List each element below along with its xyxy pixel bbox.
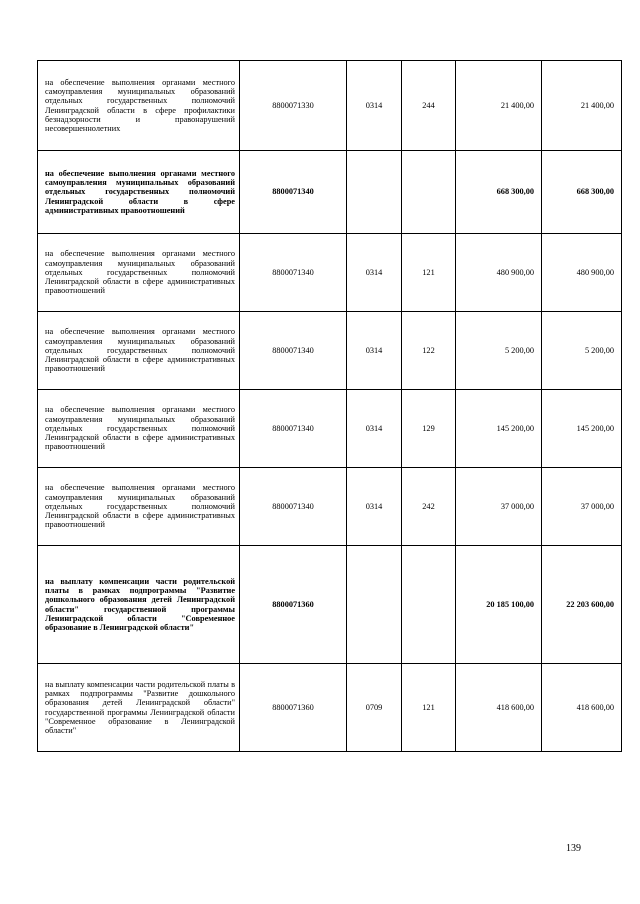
row-target-article-code: 8800071330 [240,61,347,151]
row-section-code: 0314 [347,468,402,546]
row-target-article-code: 8800071340 [240,468,347,546]
row-expense-type-code: 244 [402,61,456,151]
row-amount-first-year: 668 300,00 [456,151,542,234]
row-description: на обеспечение выполнения органами местного самоуправления муниципальных образований отдельных государственных полномочий Ленинградской области в сфере административных правоотношений [38,234,240,312]
row-amount-second-year: 22 203 600,00 [542,546,622,664]
row-target-article-code: 8800071360 [240,546,347,664]
row-description: на обеспечение выполнения органами местного самоуправления муниципальных образований отдельных государственных полномочий Ленинградской области в сфере профилактики безнадзорности и правонарушений несовершеннолетних [38,61,240,151]
row-section-code: 0314 [347,312,402,390]
row-target-article-code: 8800071340 [240,234,347,312]
row-amount-second-year: 37 000,00 [542,468,622,546]
table-row [38,61,622,151]
table-row [38,664,622,752]
row-expense-type-code: 121 [402,234,456,312]
row-description: на выплату компенсации части родительской платы в рамках подпрограммы "Развитие дошкольного образования детей Ленинградской области" государственной программы Ленинградской области "Современное образование в Ленинградской области" [38,546,240,664]
row-section-code [347,151,402,234]
table-row [38,151,622,234]
row-section-code: 0314 [347,234,402,312]
row-description: на обеспечение выполнения органами местного самоуправления муниципальных образований отдельных государственных полномочий Ленинградской области в сфере административных правоотношений [38,312,240,390]
row-target-article-code: 8800071340 [240,312,347,390]
row-amount-second-year: 418 600,00 [542,664,622,752]
row-expense-type-code [402,151,456,234]
row-description: на выплату компенсации части родительской платы в рамках подпрограммы "Развитие дошкольного образования детей Ленинградской области" государственной программы Ленинградской области "Современное образование в Ленинградской области" [38,664,240,752]
row-amount-first-year: 37 000,00 [456,468,542,546]
row-amount-first-year: 418 600,00 [456,664,542,752]
table-row [38,390,622,468]
budget-table [37,60,622,752]
row-target-article-code: 8800071340 [240,390,347,468]
row-amount-first-year: 145 200,00 [456,390,542,468]
row-expense-type-code: 129 [402,390,456,468]
page-number: 139 [566,843,581,854]
table-row [38,546,622,664]
row-description: на обеспечение выполнения органами местного самоуправления муниципальных образований отдельных государственных полномочий Ленинградской области в сфере административных правоотношений [38,390,240,468]
table-row [38,468,622,546]
row-expense-type-code: 121 [402,664,456,752]
table-row [38,312,622,390]
row-description: на обеспечение выполнения органами местного самоуправления муниципальных образований отдельных государственных полномочий Ленинградской области в сфере административных правоотношений [38,468,240,546]
row-expense-type-code: 122 [402,312,456,390]
row-amount-first-year: 21 400,00 [456,61,542,151]
row-amount-second-year: 5 200,00 [542,312,622,390]
row-section-code: 0314 [347,390,402,468]
row-amount-second-year: 21 400,00 [542,61,622,151]
budget-table-body [38,61,622,752]
row-expense-type-code [402,546,456,664]
row-amount-first-year: 20 185 100,00 [456,546,542,664]
row-section-code [347,546,402,664]
row-target-article-code: 8800071340 [240,151,347,234]
row-description: на обеспечение выполнения органами местного самоуправления муниципальных образований отдельных государственных полномочий Ленинградской области в сфере административных правоотношений [38,151,240,234]
row-expense-type-code: 242 [402,468,456,546]
row-amount-first-year: 5 200,00 [456,312,542,390]
row-amount-second-year: 480 900,00 [542,234,622,312]
row-amount-second-year: 668 300,00 [542,151,622,234]
row-amount-first-year: 480 900,00 [456,234,542,312]
row-target-article-code: 8800071360 [240,664,347,752]
row-section-code: 0314 [347,61,402,151]
row-section-code: 0709 [347,664,402,752]
table-row [38,234,622,312]
row-amount-second-year: 145 200,00 [542,390,622,468]
